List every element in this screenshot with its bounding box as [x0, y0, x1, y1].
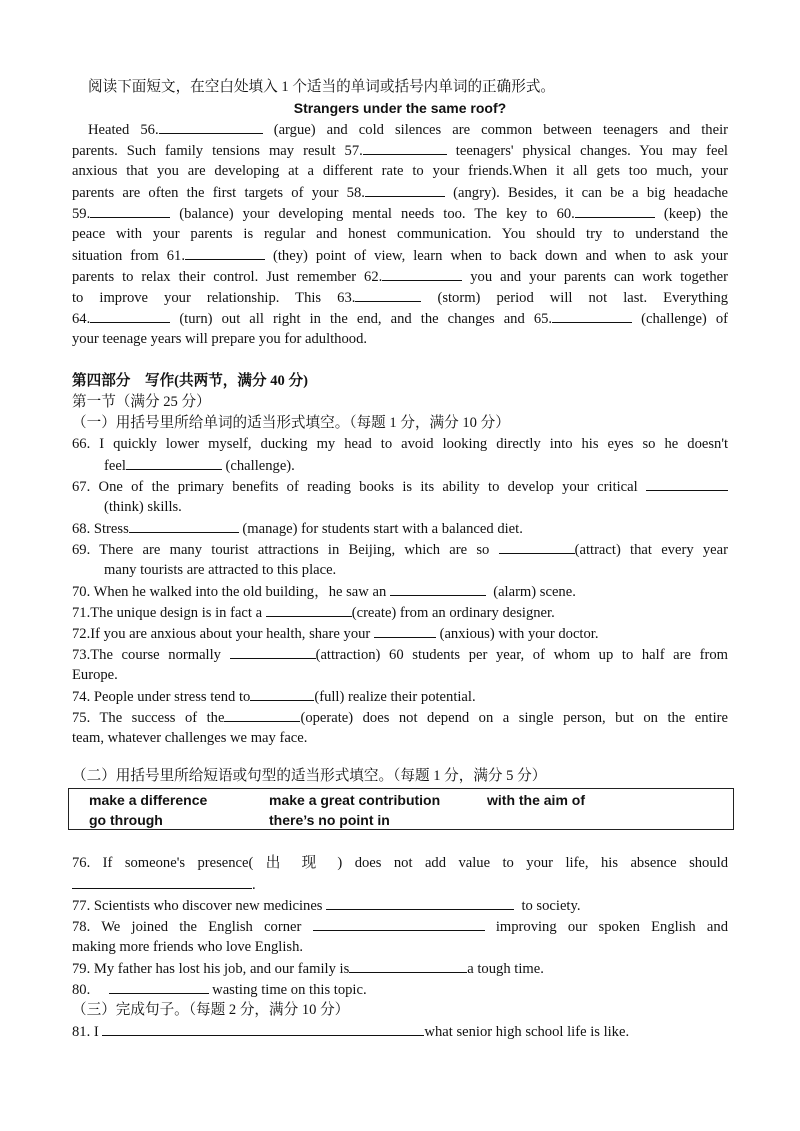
question-78: 78. We joined the English corner improving our spoken English and	[72, 916, 728, 937]
question-74: 74. People under stress tend to (full) realize their potential.	[72, 686, 728, 707]
reading-section	[72, 77, 728, 350]
question-75: 75. The success of the (operate) does not depend on a single person, but on the entire	[72, 707, 728, 728]
question-75-cont: team, whatever challenges we may face.	[72, 730, 308, 746]
phrase-item: make a great contribution	[269, 792, 441, 808]
phrase-box	[68, 788, 734, 830]
blank-74[interactable]	[250, 686, 314, 701]
question-79: 79. My father has lost his job, and our family is a tough time.	[72, 958, 728, 979]
blank-61[interactable]	[185, 245, 265, 260]
passage-line: Heated 56. (argue) and cold silences are common between teenagers and their	[72, 119, 728, 140]
question-78-cont: making more friends who love English.	[72, 939, 304, 955]
blank-58[interactable]	[365, 182, 445, 197]
passage-line: parents to relax their control. Just remember 62. you and your parents can work together	[72, 266, 728, 287]
question-76-cont: .	[72, 874, 728, 895]
blank-72[interactable]	[374, 623, 436, 638]
sub2-heading-wrap	[72, 766, 728, 787]
section1-heading: 第一节（满分 25 分）	[72, 394, 211, 410]
blank-59[interactable]	[90, 203, 170, 218]
blank-69[interactable]	[499, 539, 575, 554]
question-66-cont: feel (challenge).	[72, 455, 728, 476]
question-76: 76. If someone's presence( 出 现 ) does not add value to your life, his absence should	[72, 855, 728, 871]
question-81: 81. I what senior high school life is like.	[72, 1021, 728, 1042]
part4-heading: 第四部分 写作(共两节，满分 40 分)	[72, 373, 308, 389]
phrase-item: make a difference	[89, 792, 208, 808]
blank-73[interactable]	[230, 644, 316, 659]
question-73-cont: Europe.	[72, 667, 118, 683]
blank-80[interactable]	[109, 979, 209, 994]
passage-line: to improve your relationship. This 63. (storm) period will not last. Everything	[72, 287, 728, 308]
passage-line: 59. (balance) your developing mental needs too. The key to 60. (keep) the	[72, 203, 728, 224]
blank-70[interactable]	[390, 581, 486, 596]
passage-line: parents are often the first targets of your 58. (angry). Besides, it can be a big headache	[72, 182, 728, 203]
blank-79[interactable]	[349, 958, 467, 973]
blank-78[interactable]	[313, 916, 485, 931]
blank-76[interactable]	[72, 874, 252, 889]
question-69: 69. There are many tourist attractions in Beijing, which are so (attract) that every year	[72, 539, 728, 560]
blank-68[interactable]	[129, 518, 239, 533]
blank-66[interactable]	[126, 455, 222, 470]
question-70: 70. When he walked into the old building，he saw an (alarm) scene.	[72, 581, 728, 602]
writing-section	[72, 371, 728, 749]
blank-75[interactable]	[224, 707, 300, 722]
blank-60[interactable]	[575, 203, 655, 218]
blank-56[interactable]	[159, 119, 263, 134]
blank-77[interactable]	[326, 895, 514, 910]
passage-line: anxious that you are developing at a different rate to your friends.When it all gets too much, your	[72, 163, 728, 179]
sub3-heading: （三）完成句子。（每题 2 分，满分 10 分）	[72, 1002, 350, 1018]
passage-title: Strangers under the same roof?	[293, 100, 507, 116]
blank-81[interactable]	[102, 1021, 424, 1036]
passage-line: parents. Such family tensions may result 57. teenagers' physical changes. You may feel	[72, 140, 728, 161]
question-69-cont: many tourists are attracted to this place.	[104, 562, 337, 578]
blank-57[interactable]	[363, 140, 447, 155]
passage-line: 64. (turn) out all right in the end, and the changes and 65. (challenge) of	[72, 308, 728, 329]
question-77: 77. Scientists who discover new medicines to society.	[72, 895, 728, 916]
blank-65[interactable]	[552, 308, 632, 323]
question-72: 72.If you are anxious about your health, share your (anxious) with your doctor.	[72, 623, 728, 644]
blank-71[interactable]	[266, 602, 352, 617]
question-73: 73.The course normally (attraction) 60 students per year, of whom up to half are from	[72, 644, 728, 665]
question-80: 80. wasting time on this topic.	[72, 979, 728, 1000]
question-67: 67. One of the primary benefits of reading books is its ability to develop your critical	[72, 476, 728, 497]
blank-67[interactable]	[646, 476, 728, 491]
phrase-item: with the aim of	[487, 792, 585, 808]
sub1-heading: （一）用括号里所给单词的适当形式填空。（每题 1 分，满分 10 分）	[72, 415, 510, 431]
question-68: 68. Stress (manage) for students start with a balanced diet.	[72, 518, 728, 539]
phrase-questions	[72, 853, 728, 1042]
blank-64[interactable]	[90, 308, 170, 323]
question-66: 66. I quickly lower myself, ducking my head to avoid looking directly into his eyes so he doesn't	[72, 436, 728, 452]
passage-line: peace with your parents is regular and honest communication. You should try to understand the	[72, 226, 728, 242]
blank-62[interactable]	[382, 266, 462, 281]
question-71: 71.The unique design is in fact a (create) from an ordinary designer.	[72, 602, 728, 623]
instruction: 阅读下面短文，在空白处填入 1 个适当的单词或括号内单词的正确形式。	[88, 79, 556, 95]
passage-line: situation from 61. (they) point of view, learn when to back down and when to ask your	[72, 245, 728, 266]
sub2-heading: （二）用括号里所给短语或句型的适当形式填空。（每题 1 分，满分 5 分）	[72, 768, 547, 784]
phrase-item: there’s no point in	[269, 812, 390, 828]
passage-line: your teenage years will prepare you for adulthood.	[72, 331, 368, 347]
question-67-cont: (think) skills.	[104, 499, 182, 515]
phrase-item: go through	[89, 812, 163, 828]
blank-63[interactable]	[355, 287, 421, 302]
